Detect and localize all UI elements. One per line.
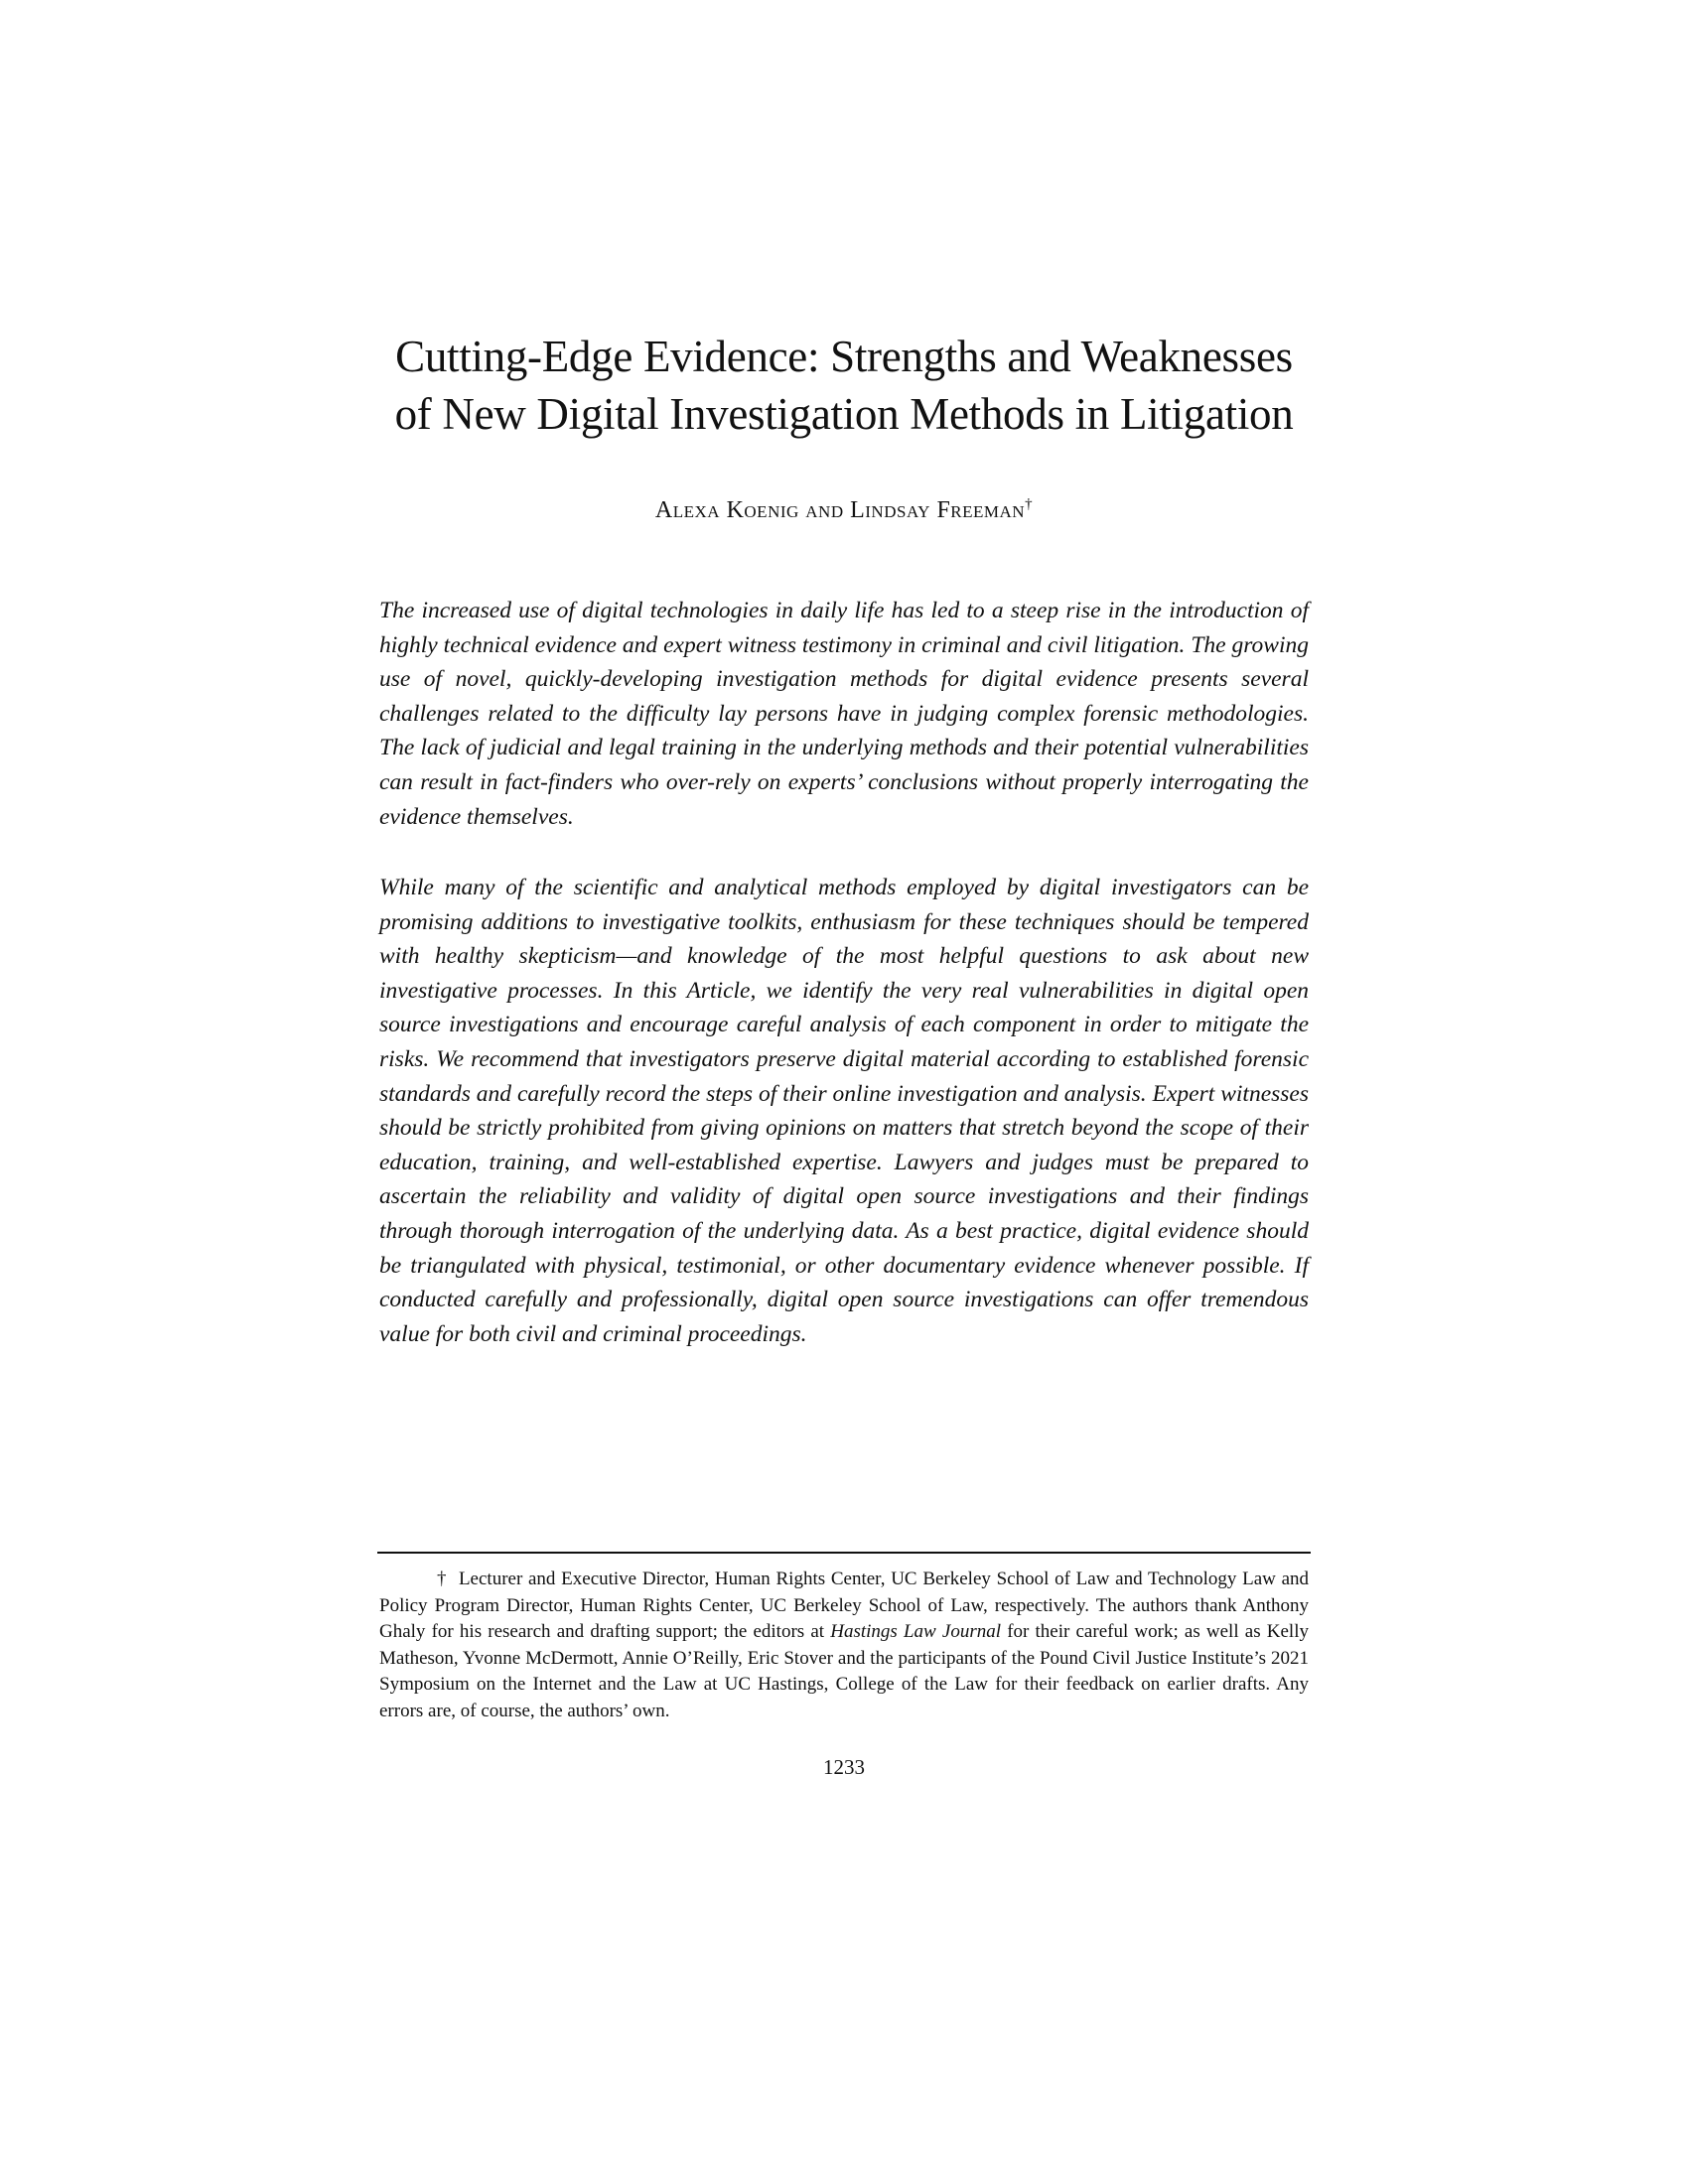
dagger-footnote-marker[interactable]: † [1025, 496, 1034, 512]
journal-name: Hastings Law Journal [830, 1621, 1002, 1642]
footnote-text-part-1: Lecturer and Executive Director, Human Rights Center, UC Berkeley School of Law and Technology Law and Policy Program Director, Human Rights Center, UC Berkeley School of Law, respectively. The authors thank Anthony Ghaly for his research and drafting support; the editors at [379, 1569, 1310, 1642]
abstract-paragraph-1: The increased use of digital technologies in daily life has led to a steep rise in the introduction of highly technical evidence and expert witness testimony in criminal and civil litigation. The growing use of novel, quickly-developing investigation methods for digital evidence presents several challenges related to the difficulty lay persons have in judging complex forensic methodologies. The lack of judicial and legal training in the underlying methods and their potential vulnerabilities can result in fact-finders who over-rely on experts’ conclusions without properly interrogating the evidence themselves. [379, 598, 1309, 830]
author-line [377, 496, 1311, 524]
footnote-text-part-2: for their careful work; as well as Kelly Matheson, Yvonne McDermott, Annie O’Reilly, Eric Stover and the participants of the Pound Civil Justice Institute’s 2021 Symposium on the Internet and the Law at UC Hastings, College of the Law for their feedback on earlier drafts. Any errors are, of course, the authors’ own. [379, 1621, 1309, 1721]
author-names: Alexa Koenig and Lindsay Freeman [654, 497, 1026, 523]
footnote-divider [377, 1552, 1311, 1554]
author-footnote [379, 1567, 1309, 1724]
article-title: Cutting-Edge Evidence: Strengths and Weaknesses of New Digital Investigation Methods in Litigation [394, 332, 1294, 439]
page-number: 1233 [823, 1755, 865, 1779]
footnote-dagger-mark: † [437, 1569, 448, 1589]
abstract-paragraph-2: While many of the scientific and analytical methods employed by digital investigators can be promising additions to investigative toolkits, enthusiasm for these techniques should be tempered with healthy skepticism—and knowledge of the most helpful questions to ask about new investigative processes. In this Article, we identify the very real vulnerabilities in digital open source investigations and encourage careful analysis of each component in order to mitigate the risks. We recommend that investigators preserve digital material according to established forensic standards and carefully record the steps of their online investigation and analysis. Expert witnesses should be strictly prohibited from giving opinions on matters that stretch beyond the scope of their education, training, and well-established expertise. Lawyers and judges must be prepared to ascertain the reliability and validity of digital open source investigations and their findings through thorough interrogation of the underlying data. As a best practice, digital evidence should be triangulated with physical, testimonial, or other documentary evidence whenever possible. If conducted carefully and professionally, digital open source investigations can offer tremendous value for both civil and criminal proceedings. [379, 875, 1309, 1347]
